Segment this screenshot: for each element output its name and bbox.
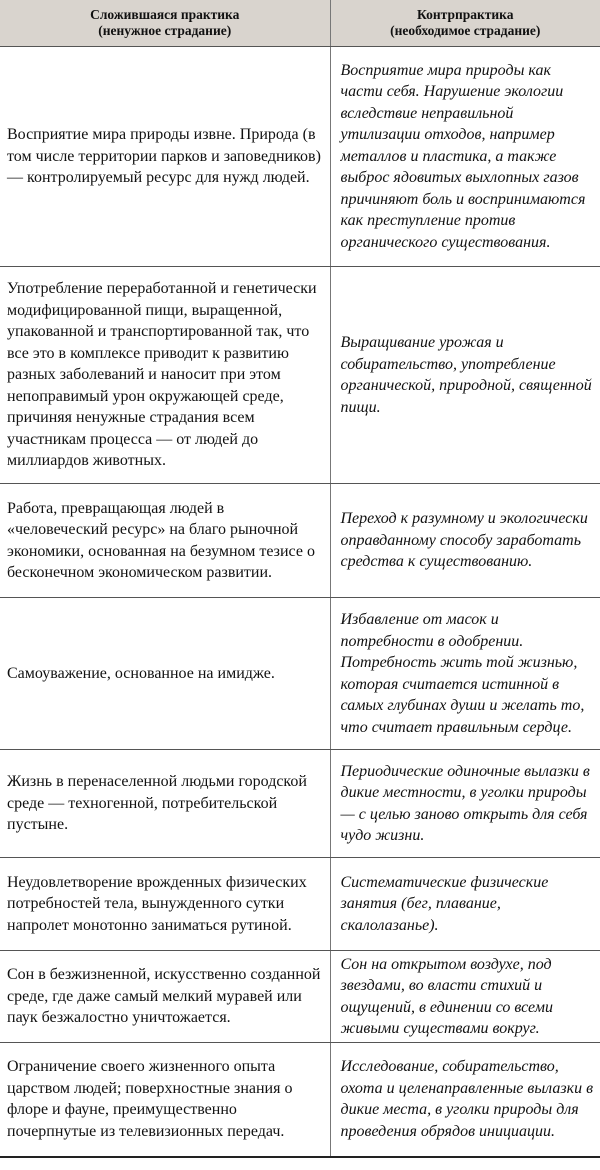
- counterpractice-cell: Периодические одиночные вылазки в дикие местности, в уголки природы — с целью заново открыть для себя чудо жизни.: [330, 750, 600, 858]
- practice-cell: Работа, превращающая людей в «человеческий ресурс» на благо рыночной экономики, основанная на безумном тезисе о бесконечном экономическом развитии.: [0, 484, 330, 598]
- counterpractice-cell: Выращивание урожая и собирательство, употребление органической, природной, священной пищи.: [330, 267, 600, 484]
- header-counterpractice-subtitle: (необходимое страдание): [390, 23, 541, 38]
- counterpractice-cell: Исследование, собирательство, охота и целенаправленные вылазки в дикие места, в уголки природы для проведения обрядов инициации.: [330, 1043, 600, 1157]
- table-row: [0, 267, 600, 484]
- header-practice: [0, 0, 330, 47]
- practice-cell: Ограничение своего жизненного опыта царством людей; поверхностные знания о флоре и фауне, преимущественно почерпнутые из телевизионных передач.: [0, 1043, 330, 1157]
- practice-cell: Самоуважение, основанное на имидже.: [0, 598, 330, 750]
- header-counterpractice: [330, 0, 600, 47]
- counterpractice-cell: Систематические физические занятия (бег, плавание, скалолазанье).: [330, 858, 600, 951]
- table-row: [0, 858, 600, 951]
- counterpractice-cell: Избавление от масок и потребности в одобрении. Потребность жить той жизнью, которая считается истинной в самых глубинах души и желать то, что считает правильным сердце.: [330, 598, 600, 750]
- header-practice-title: Сложившаяся практика: [90, 7, 240, 22]
- practice-cell: Неудовлетворение врожденных физических потребностей тела, вынужденного сутки напролет монотонно заниматься рутиной.: [0, 858, 330, 951]
- header-counterpractice-title: Контрпрактика: [417, 7, 514, 22]
- practice-cell: Употребление переработанной и генетически модифицированной пищи, выращенной, упакованной и транспортированной так, что все это в комплексе приводит к развитию разных заболеваний и наносит при этом непоправимый урон окружающей среде, причиняя ненужные страдания всем участникам процесса — от людей до миллиардов животных.: [0, 267, 330, 484]
- table-row: [0, 598, 600, 750]
- table-header-row: [0, 0, 600, 47]
- table-row: [0, 750, 600, 858]
- table-row: [0, 484, 600, 598]
- practice-cell: Сон в безжизненной, искусственно созданной среде, где даже самый мелкий муравей или паук безжалостно уничтожается.: [0, 951, 330, 1043]
- table-row: [0, 951, 600, 1043]
- practice-cell: Жизнь в перенаселенной людьми городской среде — техногенной, потребительской пустыне.: [0, 750, 330, 858]
- counterpractice-cell: Восприятие мира природы как части себя. Нарушение экологии вследствие неправильной утилизации отходов, например металлов и пластика, а также выброс ядовитых выхлопных газов причиняют боль и воспринимаются как преступление против органического существования.: [330, 47, 600, 267]
- counterpractice-cell: Переход к разумному и экологически оправданному способу заработать средства к существованию.: [330, 484, 600, 598]
- table-row: [0, 1043, 600, 1157]
- practice-cell: Восприятие мира природы извне. Природа (в том числе территории парков и заповедников) — контролируемый ресурс для нужд людей.: [0, 47, 330, 267]
- header-practice-subtitle: (ненужное страдание): [98, 23, 232, 38]
- table-row: [0, 47, 600, 267]
- counterpractice-cell: Сон на открытом воздухе, под звездами, во власти стихий и ощущений, в единении со всеми живыми существами вокруг.: [330, 951, 600, 1043]
